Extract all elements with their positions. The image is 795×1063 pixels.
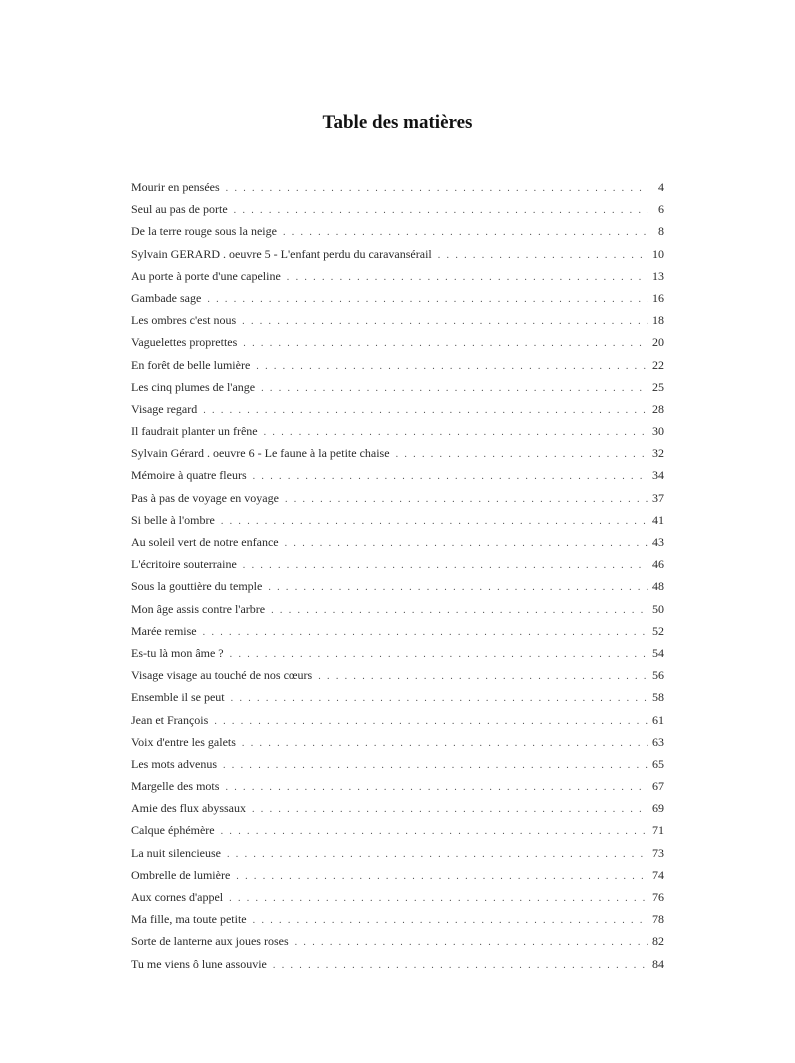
toc-entry-page-number[interactable]: 58	[652, 690, 664, 705]
dot-leader	[295, 932, 648, 954]
toc-entry[interactable]	[131, 953, 664, 975]
toc-entry-title[interactable]: Mon âge assis contre l'arbre	[131, 601, 266, 616]
toc-entry-title[interactable]: Sylvain GERARD . oeuvre 5 - L'enfant perdu du caravansérail	[131, 246, 432, 261]
toc-entry-title[interactable]: Calque éphémère	[131, 823, 215, 838]
toc-entry-title[interactable]: Aux cornes d'appel	[131, 890, 224, 904]
toc-entry-title[interactable]: Voix d'entre les galets	[131, 734, 236, 749]
toc-entry-title[interactable]: Il faudrait planter un frêne	[131, 424, 258, 439]
toc-entry-page-number[interactable]: 30	[652, 424, 664, 439]
toc-entry-title[interactable]: Pas à pas de voyage en voyage	[131, 490, 279, 505]
toc-entry[interactable]	[131, 198, 664, 220]
dot-leader	[243, 555, 648, 577]
dot-leader	[236, 866, 648, 888]
dot-leader	[318, 666, 648, 688]
toc-entry[interactable]	[131, 598, 664, 620]
toc-entry-page-number[interactable]: 82	[652, 934, 664, 949]
dot-leader	[231, 688, 648, 710]
toc-entry-page-number[interactable]: 84	[652, 956, 664, 971]
toc-entry-page-number[interactable]: 76	[652, 890, 664, 904]
toc-entry[interactable]	[131, 331, 664, 353]
toc-entry-page-number[interactable]: 43	[652, 535, 664, 549]
toc-entry-title[interactable]: Gambade sage	[131, 290, 202, 305]
toc-entry[interactable]	[131, 731, 664, 753]
toc-entry[interactable]	[131, 686, 664, 708]
toc-entry-page-number[interactable]: 37	[652, 490, 664, 505]
toc-entry[interactable]	[131, 886, 664, 908]
toc-entry-title[interactable]: La nuit silencieuse	[131, 845, 221, 860]
toc-entry-title[interactable]: L'écritoire souterraine	[131, 557, 237, 572]
toc-entry-title[interactable]: Sorte de lanterne aux joues roses	[131, 934, 289, 949]
toc-entry-page-number[interactable]: 48	[652, 579, 664, 594]
dot-leader	[207, 289, 648, 311]
toc-entry-title[interactable]: Sous la gouttière du temple	[131, 579, 263, 594]
dot-leader	[261, 378, 648, 400]
dot-leader	[252, 799, 648, 821]
toc-entry[interactable]	[131, 220, 664, 242]
toc-entry-page-number[interactable]: 41	[652, 512, 664, 527]
dot-leader	[225, 777, 648, 799]
toc-entry-title[interactable]: Les cinq plumes de l'ange	[131, 379, 256, 394]
toc-entry[interactable]	[131, 487, 664, 509]
toc-entry-page-number[interactable]: 50	[652, 601, 664, 616]
toc-entry-title[interactable]: Mourir en pensées	[131, 180, 220, 194]
toc-entry[interactable]	[131, 908, 664, 930]
toc-entry[interactable]	[131, 265, 664, 287]
toc-entry[interactable]	[131, 464, 664, 486]
toc-entry-page-number[interactable]: 46	[652, 557, 664, 572]
dot-leader	[283, 222, 648, 244]
toc-entry-title[interactable]: Visage regard	[131, 401, 198, 416]
toc-entry-page-number[interactable]: 13	[652, 268, 664, 283]
dot-leader	[287, 267, 648, 289]
dot-leader	[271, 600, 648, 622]
toc-entry[interactable]	[131, 620, 664, 642]
dot-leader	[253, 466, 648, 488]
toc-entry-page-number[interactable]: 74	[652, 867, 664, 882]
dot-leader	[253, 910, 648, 932]
dot-leader	[285, 533, 648, 555]
toc-entry-title[interactable]: Mémoire à quatre fleurs	[131, 468, 247, 483]
toc-entry-page-number[interactable]: 18	[652, 313, 664, 328]
dot-leader	[242, 311, 648, 333]
toc-entry-title[interactable]: Vaguelettes proprettes	[131, 335, 238, 350]
toc-entry-page-number[interactable]: 25	[652, 379, 664, 394]
toc-entry-title[interactable]: Si belle à l'ombre	[131, 512, 215, 527]
toc-entry[interactable]	[131, 775, 664, 797]
toc-entry-page-number[interactable]: 4	[658, 180, 664, 194]
dot-leader	[226, 178, 648, 200]
dot-leader	[229, 888, 648, 910]
toc-entry-title[interactable]: Sylvain Gérard . oeuvre 6 - Le faune à la petite chaise	[131, 446, 390, 461]
toc-entry[interactable]	[131, 398, 664, 420]
toc-entry[interactable]	[131, 709, 664, 731]
toc-entry-page-number[interactable]: 28	[652, 401, 664, 416]
toc-entry-title[interactable]: Ensemble il se peut	[131, 690, 225, 705]
toc-entry-page-number[interactable]: 32	[652, 446, 664, 461]
toc-entry-page-number[interactable]: 52	[652, 623, 664, 638]
toc-entry-title[interactable]: En forêt de belle lumière	[131, 357, 251, 372]
toc-entry[interactable]	[131, 864, 664, 886]
toc-entry[interactable]	[131, 930, 664, 952]
table-of-contents	[131, 176, 664, 975]
toc-entry-page-number[interactable]: 61	[652, 712, 664, 727]
dot-leader	[268, 577, 648, 599]
dot-leader	[396, 444, 648, 466]
toc-entry[interactable]	[131, 531, 664, 553]
toc-entry-page-number[interactable]: 69	[652, 801, 664, 816]
dot-leader	[203, 400, 648, 422]
toc-entry-title[interactable]: De la terre rouge sous la neige	[131, 224, 277, 239]
toc-entry-title[interactable]: Seul au pas de porte	[131, 202, 228, 217]
toc-entry[interactable]	[131, 442, 664, 464]
toc-entry-page-number[interactable]: 56	[652, 668, 664, 683]
dot-leader	[221, 821, 648, 843]
dot-leader	[264, 422, 648, 444]
toc-entry-page-number[interactable]: 6	[658, 202, 664, 217]
toc-entry-page-number[interactable]: 20	[652, 335, 664, 350]
toc-entry-page-number[interactable]: 71	[652, 823, 664, 838]
toc-entry-title[interactable]: Es-tu là mon âme ?	[131, 645, 224, 660]
toc-entry-title[interactable]: Au soleil vert de notre enfance	[131, 535, 279, 549]
toc-entry[interactable]	[131, 842, 664, 864]
toc-entry-title[interactable]: Visage visage au touché de nos cœurs	[131, 668, 313, 683]
dot-leader	[203, 622, 648, 644]
toc-entry-page-number[interactable]: 65	[652, 756, 664, 771]
toc-entry[interactable]	[131, 753, 664, 775]
toc-entry-title[interactable]: Margelle des mots	[131, 779, 220, 794]
toc-entry[interactable]	[131, 664, 664, 686]
toc-entry-title[interactable]: Tu me viens ô lune assouvie	[131, 956, 267, 971]
toc-entry-page-number[interactable]: 16	[652, 290, 664, 305]
dot-leader	[221, 511, 648, 533]
toc-entry-page-number[interactable]: 67	[652, 779, 664, 794]
toc-entry-page-number[interactable]: 8	[658, 224, 664, 239]
toc-entry-title[interactable]: Ombrelle de lumière	[131, 867, 231, 882]
toc-entry[interactable]	[131, 287, 664, 309]
toc-entry-title[interactable]: Au porte à porte d'une capeline	[131, 268, 281, 283]
dot-leader	[273, 955, 648, 977]
toc-entry[interactable]	[131, 642, 664, 664]
toc-entry-page-number[interactable]: 34	[652, 468, 664, 483]
dot-leader	[256, 356, 648, 378]
toc-entry[interactable]	[131, 176, 664, 198]
toc-entry[interactable]	[131, 309, 664, 331]
toc-entry[interactable]	[131, 420, 664, 442]
dot-leader	[230, 644, 648, 666]
dot-leader	[227, 844, 648, 866]
toc-entry-page-number[interactable]: 54	[652, 645, 664, 660]
toc-entry-title[interactable]: Marée remise	[131, 623, 197, 638]
toc-entry-page-number[interactable]: 63	[652, 734, 664, 749]
toc-entry[interactable]	[131, 376, 664, 398]
toc-entry-title[interactable]: Ma fille, ma toute petite	[131, 912, 247, 927]
toc-entry-page-number[interactable]: 73	[652, 845, 664, 860]
toc-entry[interactable]	[131, 509, 664, 531]
toc-entry-title[interactable]: Amie des flux abyssaux	[131, 801, 246, 816]
toc-entry[interactable]	[131, 575, 664, 597]
toc-entry-title[interactable]: Jean et François	[131, 712, 209, 727]
toc-entry-page-number[interactable]: 10	[652, 246, 664, 261]
dot-leader	[243, 333, 648, 355]
toc-entry[interactable]	[131, 553, 664, 575]
toc-entry[interactable]	[131, 243, 664, 265]
toc-entry-title[interactable]: Les ombres c'est nous	[131, 313, 237, 328]
dot-leader	[242, 733, 648, 755]
dot-leader	[223, 755, 648, 777]
page-title: Table des matières	[322, 111, 473, 133]
toc-entry-page-number[interactable]: 78	[652, 912, 664, 927]
toc-entry[interactable]	[131, 797, 664, 819]
dot-leader	[214, 711, 648, 733]
dot-leader	[285, 489, 648, 511]
dot-leader	[438, 245, 648, 267]
dot-leader	[234, 200, 648, 222]
toc-entry-title[interactable]: Les mots advenus	[131, 756, 217, 771]
toc-entry[interactable]	[131, 354, 664, 376]
toc-entry-page-number[interactable]: 22	[652, 357, 664, 372]
toc-entry[interactable]	[131, 819, 664, 841]
